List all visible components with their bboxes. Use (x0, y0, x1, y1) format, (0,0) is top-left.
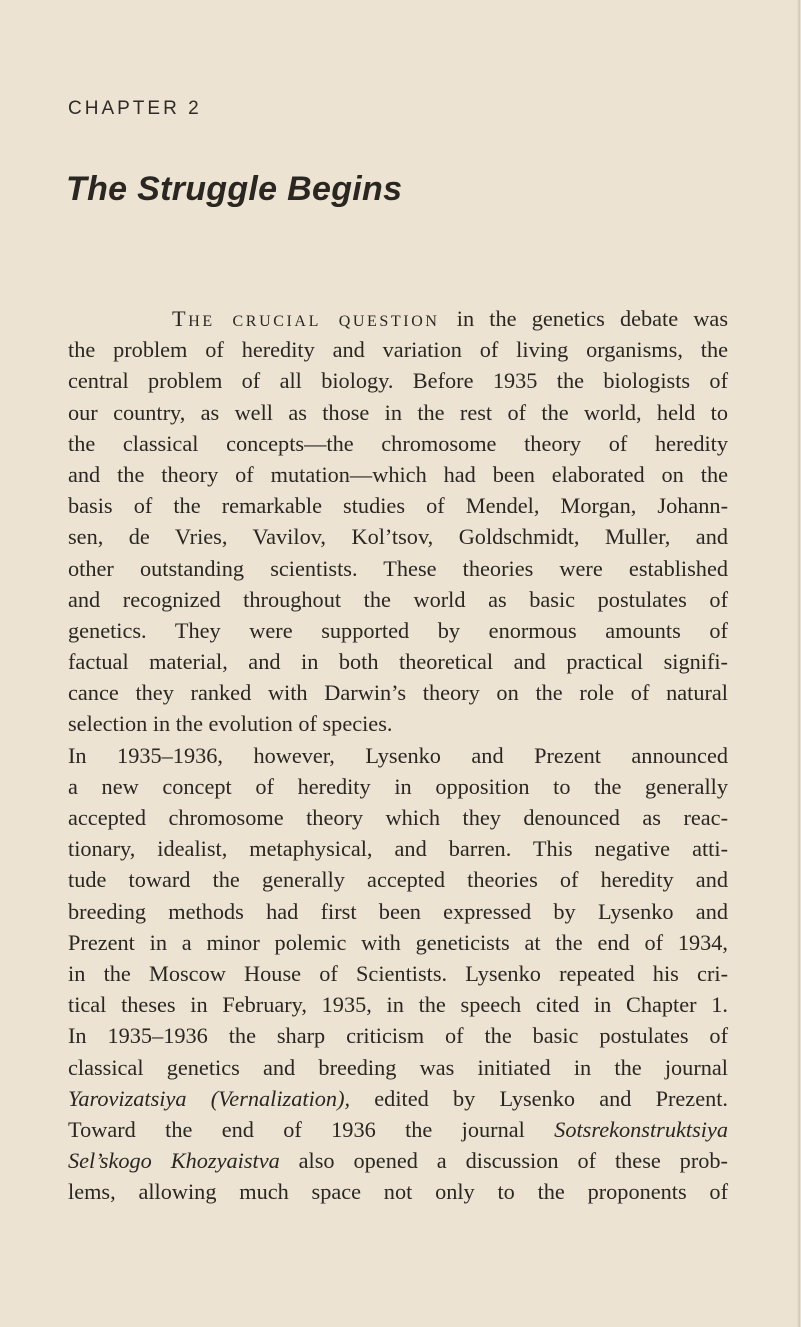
text-line-18: tionary, idealist, metaphysical, and barren. This negative atti- (68, 836, 728, 862)
page-edge (797, 0, 801, 1327)
text-line-20: breeding methods had first been expressed by Lysenko and (68, 898, 728, 924)
text-line-4: our country, as well as those in the rest of the world, held to (68, 399, 728, 425)
text-line-28 (68, 1145, 728, 1176)
text-line-5: the classical concepts—the chromosome theory of heredity (68, 430, 728, 456)
text-line-14: selection in the evolution of species. (68, 711, 393, 737)
text-line-16: a new concept of heredity in opposition to the generally (68, 773, 728, 799)
chapter-label: CHAPTER 2 (68, 98, 202, 119)
text-line-1 (68, 303, 728, 334)
chapter-title: The Struggle Begins (66, 170, 403, 208)
body-text (68, 303, 728, 1207)
text-line-13: cance they ranked with Darwin’s theory on the role of natural (68, 680, 728, 706)
text-line-10: and recognized throughout the world as basic postulates of (68, 586, 728, 612)
text-line-1-rest: in the genetics debate was (456, 306, 728, 331)
text-line-3: central problem of all biology. Before 1935 the biologists of (68, 368, 728, 394)
text-line-28-rest: also opened a discussion of these prob- (298, 1148, 728, 1174)
text-line-6: and the theory of mutation—which had been elaborated on the (68, 461, 728, 487)
text-line-23: tical theses in February, 1935, in the speech cited in Chapter 1. (68, 992, 728, 1018)
text-line-21: Prezent in a minor polemic with geneticists at the end of 1934, (68, 929, 728, 955)
text-line-19: tude toward the generally accepted theories of heredity and (68, 867, 728, 893)
text-line-27-start: Toward the end of 1936 the journal (68, 1116, 525, 1142)
text-line-12: factual material, and in both theoretical and practical signifi- (68, 649, 728, 675)
journal-title-sotsrekonstruktsiya: Sotsrekonstruktsiya (554, 1116, 728, 1142)
text-line-24: In 1935–1936 the sharp criticism of the basic postulates of (68, 1023, 728, 1049)
text-line-25: classical genetics and breeding was initiated in the journal (68, 1054, 728, 1080)
text-line-17: accepted chromosome theory which they denounced as reac- (68, 805, 728, 830)
text-line-11: genetics. They were supported by enormous amounts of (68, 617, 728, 643)
text-line-2: the problem of heredity and variation of living organisms, the (68, 337, 728, 363)
text-line-8: sen, de Vries, Vavilov, Kol’tsov, Goldschmidt, Muller, and (68, 524, 728, 550)
text-line-7: basis of the remarkable studies of Mendel, Morgan, Johann- (68, 493, 728, 519)
text-line-15: In 1935–1936, however, Lysenko and Prezent announced (68, 742, 728, 768)
text-line-26-rest: edited by Lysenko and Prezent. (374, 1085, 729, 1111)
text-line-26 (68, 1083, 728, 1114)
text-line-27 (68, 1114, 728, 1145)
text-line-9: other outstanding scientists. These theories were established (68, 555, 728, 581)
journal-title-selskogo: Sel’skogo Khozyaistva (68, 1148, 280, 1174)
text-line-29: lems, allowing much space not only to the proponents of (68, 1179, 728, 1205)
journal-title-yarovizatsiya: Yarovizatsiya (Vernalization), (68, 1085, 351, 1111)
opening-small-caps: The crucial question (172, 306, 440, 331)
text-line-22: in the Moscow House of Scientists. Lysenko repeated his cri- (68, 960, 728, 986)
